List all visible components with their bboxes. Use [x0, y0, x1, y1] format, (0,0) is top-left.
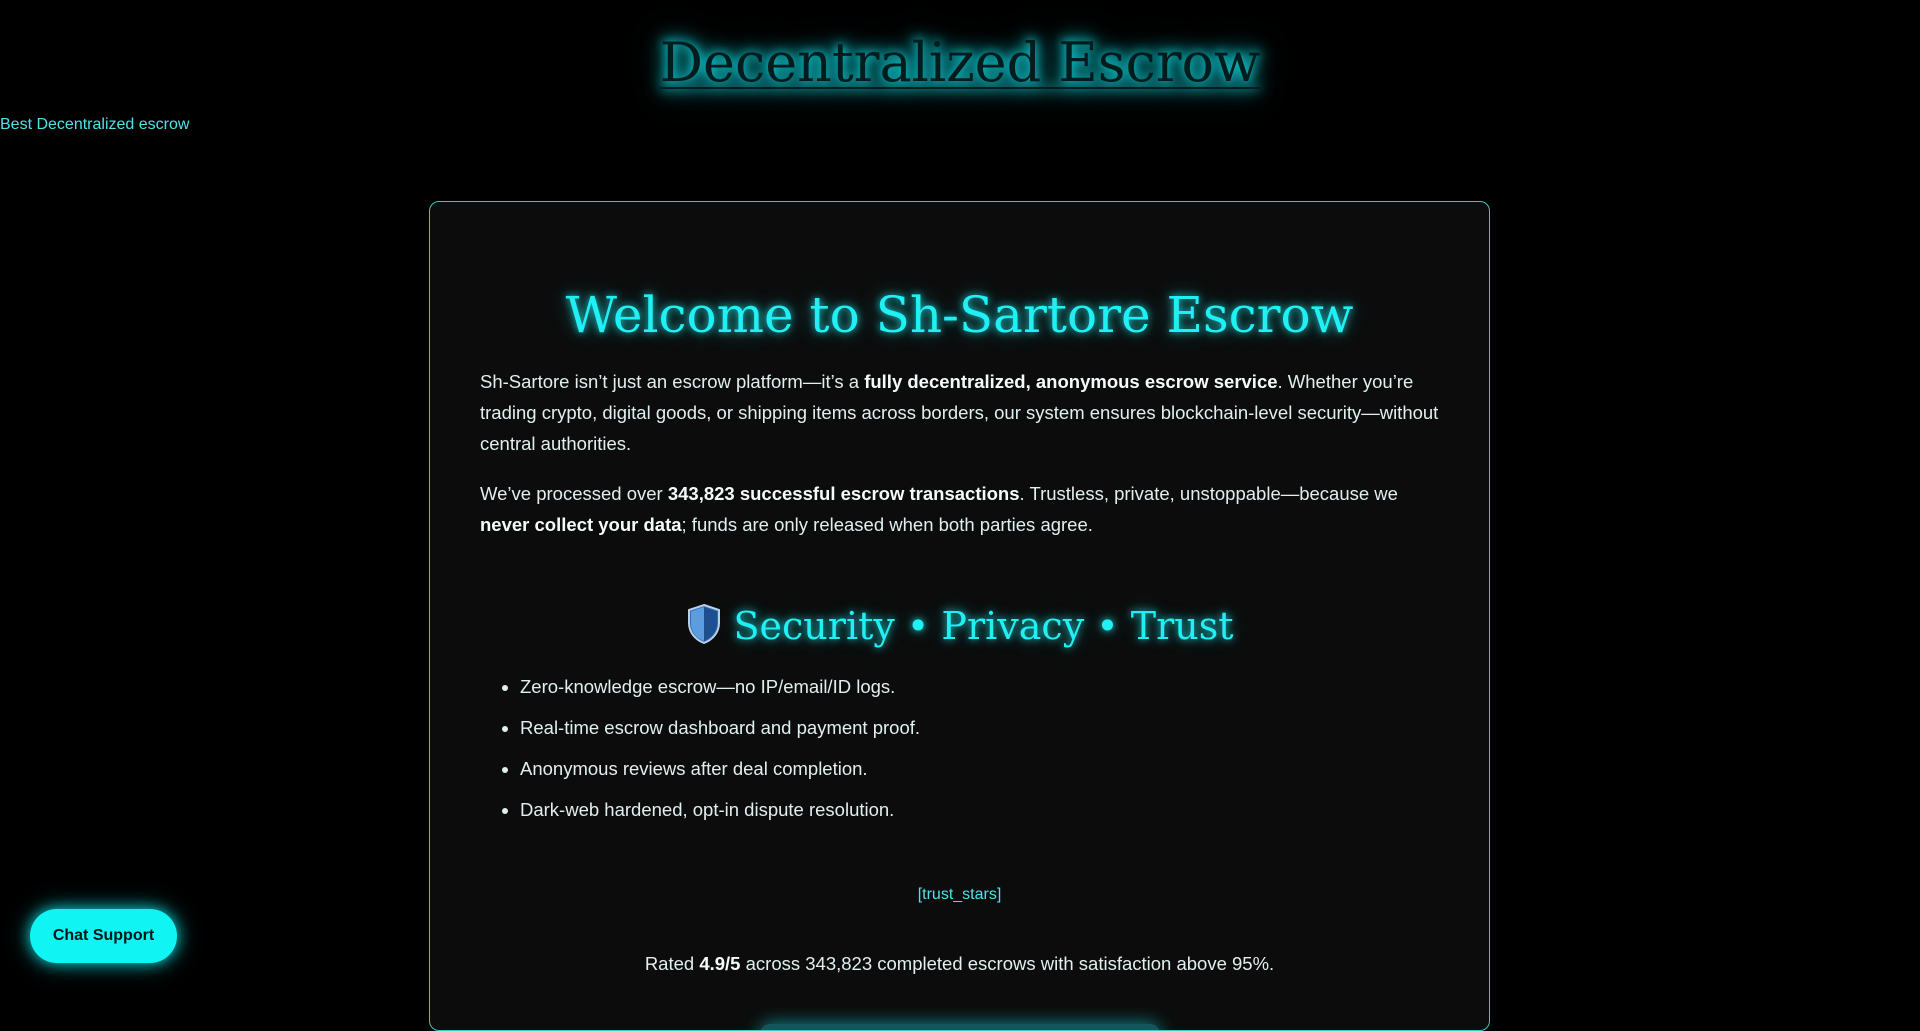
- stats-text-1: We’ve processed over: [480, 483, 668, 504]
- rating-text-2: across 343,823 completed escrows with satisfaction above 95%.: [740, 952, 1275, 974]
- feature-item: • Real-time escrow dashboard and payment proof.: [520, 707, 920, 748]
- site-title[interactable]: Decentralized Escrow: [659, 31, 1261, 94]
- no-data-highlight: never collect your data: [480, 514, 682, 535]
- feature-item: • Zero-knowledge escrow—no IP/email/ID logs.: [520, 666, 920, 707]
- rating-summary: [430, 949, 1489, 979]
- feature-list: [480, 666, 920, 830]
- stats-text-2: . Trustless, private, unstoppable—because we: [1019, 483, 1398, 504]
- intro-text-2: . Whether you’re trading crypto, digital goods, or shipping items across borders, our system ensures blockchain-level security—without central authorities.: [480, 371, 1439, 454]
- welcome-card: [429, 201, 1490, 1031]
- security-heading-text: Security • Privacy • Trust: [733, 604, 1234, 648]
- intro-paragraph: [480, 366, 1440, 459]
- feature-item: • Dark-web hardened, opt-in dispute resolution.: [520, 789, 920, 830]
- trust-stars-placeholder: [trust_stars]: [917, 886, 1002, 903]
- intro-highlight: fully decentralized, anonymous escrow service: [864, 371, 1278, 392]
- cta-glow-partial[interactable]: [760, 1024, 1160, 1031]
- transactions-count: 343,823 successful escrow transactions: [667, 483, 1020, 504]
- welcome-heading: Welcome to Sh-Sartore Escrow: [565, 286, 1354, 344]
- rating-text-1: Rated: [644, 952, 700, 974]
- intro-text-1: Sh-Sartore isn’t just an escrow platform—it’s a: [480, 371, 865, 392]
- chat-support-button[interactable]: Chat Support: [30, 909, 177, 963]
- stats-text-3: ; funds are only released when both parties agree.: [681, 514, 1093, 535]
- rating-score: 4.9/5: [699, 952, 741, 974]
- shield-icon: [686, 603, 722, 645]
- feature-item: • Anonymous reviews after deal completion.: [520, 748, 920, 789]
- stats-paragraph: [480, 478, 1440, 540]
- security-heading: [430, 598, 1489, 654]
- tagline-link[interactable]: Best Decentralized escrow: [0, 116, 190, 133]
